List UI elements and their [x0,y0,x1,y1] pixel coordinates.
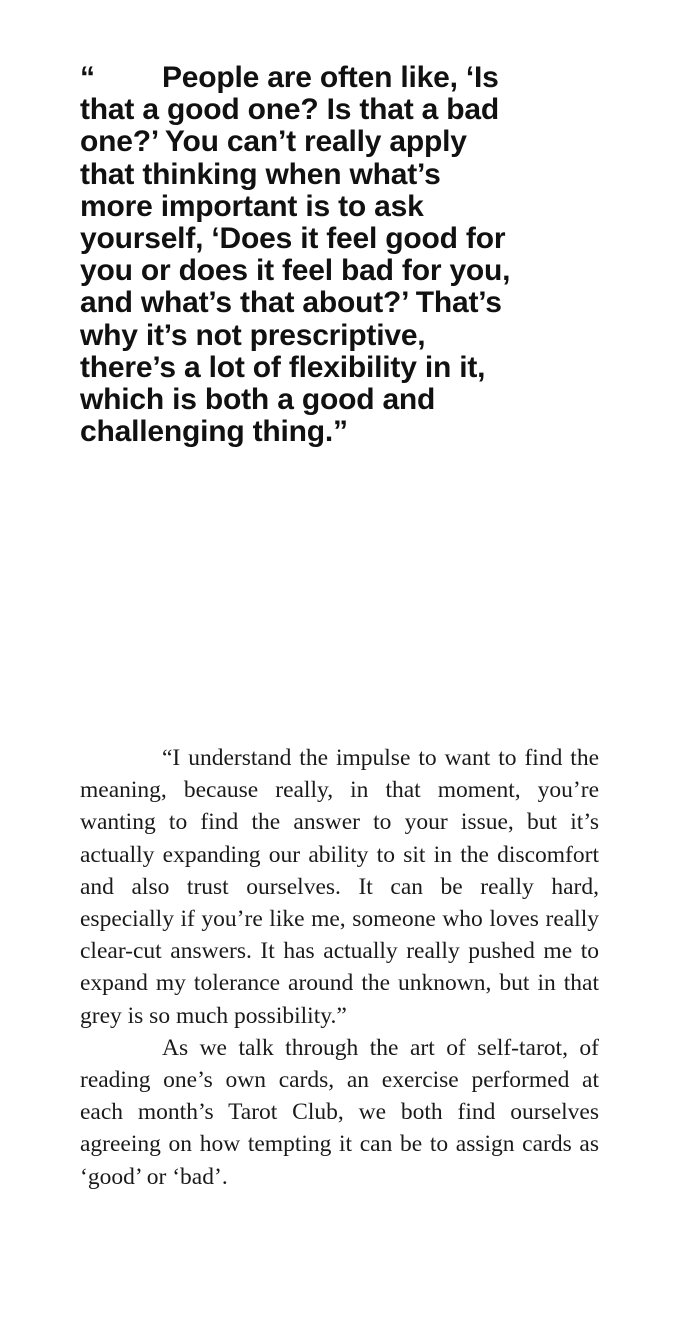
article-body [80,742,599,1193]
pull-quote-text: People are often like, ‘Is that a good one? Is that a bad one?’ You can’t really apply that thinking when what’s more important is to ask yourself, ‘Does it feel good for you or does it feel bad for you, and what’s that about?’ That’s why it’s not prescriptive, there’s a lot of flexibility in it, which is both a good and challenging thing.” [80,61,511,449]
pull-quote-open-mark: “ [80,61,95,94]
body-paragraph-2: As we talk through the art of self-tarot, of reading one’s own cards, an exercise performed at each month’s Tarot Club, we both find ourselves agreeing on how tempting it can be to assign cards as ‘good’ or ‘bad’. [80,1034,599,1190]
pull-quote [80,62,520,448]
body-paragraph-1: “I understand the impulse to want to find the meaning, because really, in that moment, you’re wanting to find the answer to your issue, but it’s actually expanding our ability to sit in the discomfort and also trust ourselves. It can be really hard, especially if you’re like me, someone who loves really clear-cut answers. It has actually really pushed me to expand my tolerance around the unknown, but in that grey is so much possibility.” [80,745,599,1029]
